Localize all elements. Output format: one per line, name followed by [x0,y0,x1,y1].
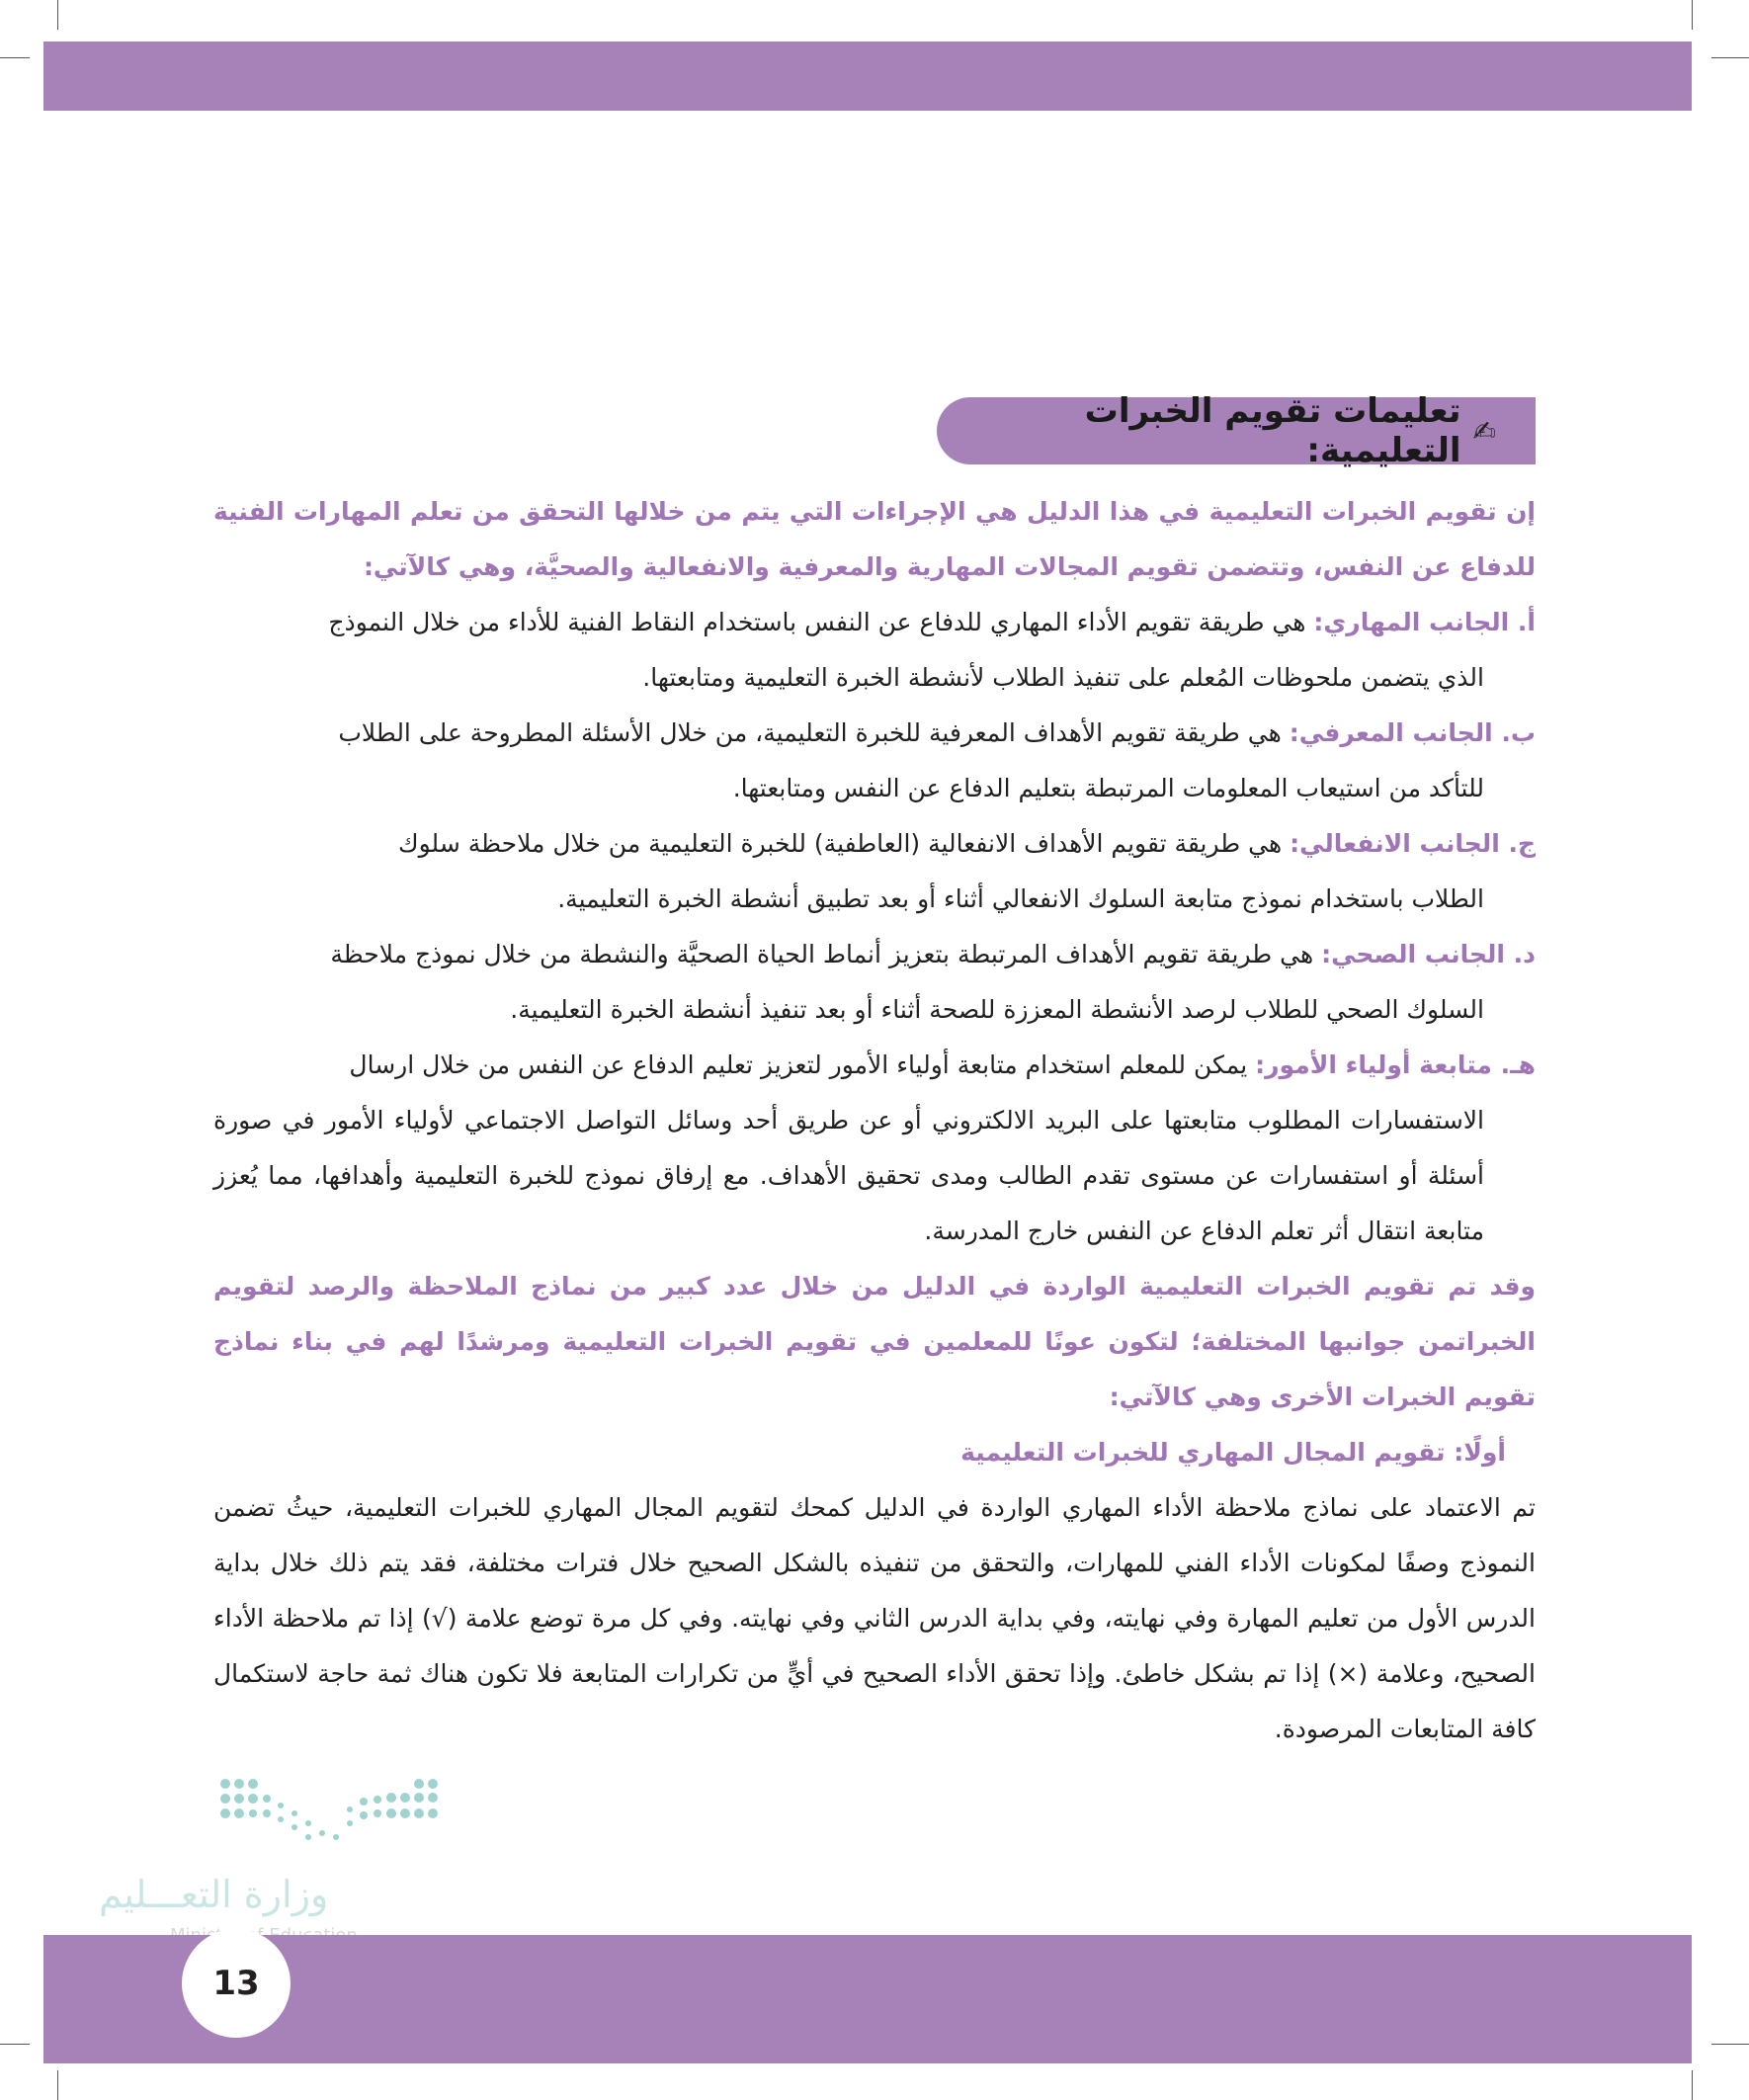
body-paragraph: تم الاعتماد على نماذج ملاحظة الأداء المهاري الواردة في الدليل كمحك لتقويم المجال المهاري للخبرات التعليمية، حيثُ تضمن النموذج وصفًا لمكونات الأداء الفني للمهارات، والتحقق من تنفيذه بالشكل الصحيح خلال فترات مختلفة، فقد يتم ذلك خلال بداية الدرس الأول من تعليم المهارة وفي نهايته، وفي بداية الدرس الثاني وفي نهايته. وفي كل مرة توضع علامة (√) إذا تم ملاحظة الأداء الصحيح، وعلامة (×) إذا تم بشكل خاطئ. وإذا تحقق الأداء الصحيح في أيٍّ من تكرارات المتابعة فلا تكون هناك ثمة حاجة لاستكمال كافة المتابعات المرصودة. [213,1493,1536,1743]
item-continuation: الطلاب باستخدام نموذج متابعة السلوك الانفعالي أثناء أو بعد تطبيق أنشطة الخبرة التعليمية. [557,884,1484,913]
item-text: هي طريقة تقويم الأداء المهاري للدفاع عن النفس باستخدام النقاط الفنية للأداء من خلال النموذج [328,608,1306,636]
intro-paragraph: إن تقويم الخبرات التعليمية في هذا الدليل هي الإجراءات التي يتم من خلالها التحقق من تعلم المهارات الفنية للدفاع عن النفس، وتتضمن تقويم المجالات المهارية والمعرفية والانفعالية والصحيَّة، وهي كالآتي: [213,497,1536,581]
crop-mark [57,0,58,30]
item-continuation: الذي يتضمن ملحوظات المُعلم على تنفيذ الطلاب لأنشطة الخبرة التعليمية ومتابعتها. [642,663,1484,692]
item-label: هـ. متابعة أولياء الأمور: [1255,1050,1536,1079]
list-item [213,706,1536,816]
top-color-band [43,42,1692,111]
list-item [213,927,1536,1038]
list-item [213,1038,1536,1259]
crop-mark [1711,57,1749,58]
item-text: هي طريقة تقويم الأهداف المعرفية للخبرة التعليمية، من خلال الأسئلة المطروحة على الطلاب [338,718,1282,747]
crop-mark [0,57,30,58]
list-item [213,816,1536,927]
pen-writing-icon: ✍ [1472,414,1496,448]
crop-mark [57,2070,58,2100]
item-continuation: الاستفسارات المطلوب متابعتها على البريد الالكتروني أو عن طريق أحد وسائل التواصل الاجتماعي لأولياء الأمور في صورة أسئلة أو استفسارات عن مستوى تقدم الطالب ومدى تحقيق الأهداف. مع إرفاق نموذج للخبرة التعليمية وأهدافها، مما يُعزز متابعة انتقال أثر تعلم الدفاع عن النفس خارج المدرسة. [213,1106,1484,1245]
item-text: هي طريقة تقويم الأهداف الانفعالية (العاطفية) للخبرة التعليمية من خلال ملاحظة سلوك [398,829,1283,858]
crop-mark [1711,2044,1749,2045]
item-label: د. الجانب الصحي: [1321,940,1536,968]
item-text: يمكن للمعلم استخدام متابعة أولياء الأمور لتعزيز تعليم الدفاع عن النفس من خلال ارسال [349,1050,1248,1079]
item-continuation: السلوك الصحي للطلاب لرصد الأنشطة المعززة للصحة أثناء أو بعد تنفيذ أنشطة الخبرة التعليمية. [510,995,1484,1024]
crop-mark [0,2044,30,2045]
section-title: تعليمات تقويم الخبرات التعليمية: [1084,391,1461,470]
subheading: أولًا: تقويم المجال المهاري للخبرات التعليمية [960,1438,1506,1467]
bottom-color-band [43,1935,1692,2063]
crop-mark [1692,2070,1693,2100]
crop-mark [1692,0,1693,30]
item-label: ج. الجانب الانفعالي: [1290,829,1536,858]
page-number: 13 [212,1964,260,2003]
item-continuation: للتأكد من استيعاب المعلومات المرتبطة بتعليم الدفاع عن النفس ومتابعتها. [732,774,1484,802]
summary-paragraph: وقد تم تقويم الخبرات التعليمية الواردة في الدليل من خلال عدد كبير من نماذج الملاحظة والرصد لتقويم الخبراتمن جوانبها المختلفة؛ لتكون عونًا للمعلمين في تقويم الخبرات التعليمية ومرشدًا لهم في بناء نماذج تقويم الخبرات الأخرى وهي كالآتي: [213,1272,1536,1411]
item-text: هي طريقة تقويم الأهداف المرتبطة بتعزيز أنماط الحياة الصحيَّة والنشطة من خلال نموذج ملاحظة [330,940,1314,968]
item-label: أ. الجانب المهاري: [1313,608,1536,636]
list-item [213,595,1536,706]
body-text [213,484,1536,1757]
page-number-badge [182,1929,291,2038]
ministry-logo-text: وزارة التعـــليم [99,1873,329,1916]
section-heading [937,391,1536,470]
item-label: ب. الجانب المعرفي: [1289,718,1536,747]
